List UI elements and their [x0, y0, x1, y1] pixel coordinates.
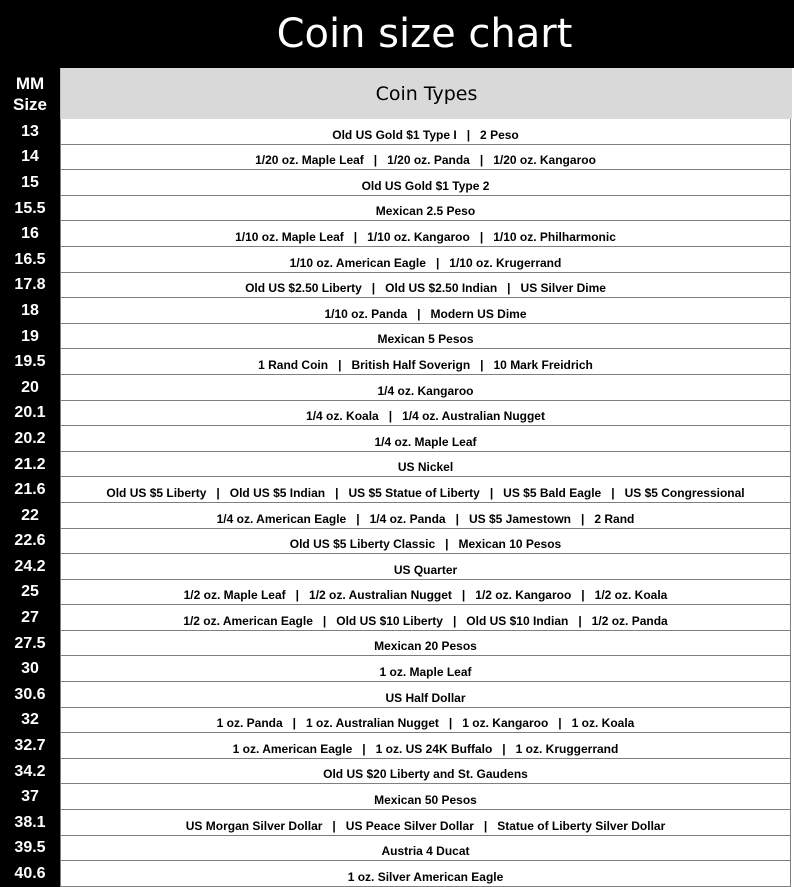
mm-size-cell: 16	[0, 221, 60, 247]
table-row	[0, 836, 794, 862]
mm-header-line1: MM	[15, 73, 45, 93]
table-row	[0, 247, 794, 273]
mm-size-cell: 19.5	[0, 349, 60, 375]
table-row	[0, 324, 794, 350]
mm-size-cell: 22	[0, 503, 60, 529]
table-row	[0, 708, 794, 734]
table-row	[0, 605, 794, 631]
mm-size-cell: 32.7	[0, 733, 60, 759]
coin-types-cell: 1/10 oz. American Eagle | 1/10 oz. Krugerrand	[60, 247, 791, 273]
mm-size-cell: 37	[0, 784, 60, 810]
title-bar	[0, 0, 794, 68]
table-row	[0, 784, 794, 810]
coin-types-cell: 1/4 oz. Koala | 1/4 oz. Australian Nugget	[60, 401, 791, 427]
mm-size-cell: 34.2	[0, 759, 60, 785]
mm-size-header	[0, 68, 60, 119]
coin-types-cell: 1/2 oz. American Eagle | Old US $10 Liberty | Old US $10 Indian | 1/2 oz. Panda	[60, 605, 791, 631]
coin-types-cell: Old US Gold $1 Type I | 2 Peso	[60, 119, 791, 145]
table-row	[0, 503, 794, 529]
coin-types-cell: 1/4 oz. Kangaroo	[60, 375, 791, 401]
table-row	[0, 554, 794, 580]
coin-types-cell: 1/4 oz. American Eagle | 1/4 oz. Panda | US $5 Jamestown | 2 Rand	[60, 503, 791, 529]
table-row	[0, 477, 794, 503]
coin-types-cell: Mexican 2.5 Peso	[60, 196, 791, 222]
mm-size-cell: 19	[0, 324, 60, 350]
chart-title: Coin size chart	[276, 11, 573, 57]
coin-types-cell: 1 oz. Maple Leaf	[60, 656, 791, 682]
coin-types-cell: Mexican 5 Pesos	[60, 324, 791, 350]
coin-types-cell: 1/4 oz. Maple Leaf	[60, 426, 791, 452]
mm-size-cell: 25	[0, 580, 60, 606]
coin-types-cell: US Morgan Silver Dollar | US Peace Silver Dollar | Statue of Liberty Silver Dollar	[60, 810, 791, 836]
mm-header-line2: Size	[12, 94, 48, 114]
table-row	[0, 145, 794, 171]
table-row	[0, 733, 794, 759]
mm-size-cell: 20.2	[0, 426, 60, 452]
coin-types-cell: Old US $5 Liberty | Old US $5 Indian | US $5 Statue of Liberty | US $5 Bald Eagle | US $5 Congressional	[60, 477, 791, 503]
coin-types-cell: Old US $2.50 Liberty | Old US $2.50 Indian | US Silver Dime	[60, 273, 791, 299]
table-row	[0, 529, 794, 555]
coin-types-cell: 1 oz. Panda | 1 oz. Australian Nugget | 1 oz. Kangaroo | 1 oz. Koala	[60, 708, 791, 734]
coin-types-cell: Austria 4 Ducat	[60, 836, 791, 862]
mm-size-cell: 20	[0, 375, 60, 401]
table-row	[0, 196, 794, 222]
mm-size-cell: 14	[0, 145, 60, 171]
coin-types-cell: 1/10 oz. Maple Leaf | 1/10 oz. Kangaroo | 1/10 oz. Philharmonic	[60, 221, 791, 247]
table-row	[0, 682, 794, 708]
coin-types-cell: Old US Gold $1 Type 2	[60, 170, 791, 196]
mm-size-cell: 30	[0, 656, 60, 682]
table-row	[0, 375, 794, 401]
mm-size-cell: 27.5	[0, 631, 60, 657]
mm-size-cell: 39.5	[0, 836, 60, 862]
table-row	[0, 221, 794, 247]
mm-size-cell: 15.5	[0, 196, 60, 222]
table-row	[0, 298, 794, 324]
table-row	[0, 631, 794, 657]
mm-size-cell: 30.6	[0, 682, 60, 708]
coin-types-cell: US Nickel	[60, 452, 791, 478]
mm-size-cell: 17.8	[0, 273, 60, 299]
coin-types-cell: Old US $20 Liberty and St. Gaudens	[60, 759, 791, 785]
coin-types-cell: 1 Rand Coin | British Half Soverign | 10 Mark Freidrich	[60, 349, 791, 375]
coin-types-cell: Mexican 50 Pesos	[60, 784, 791, 810]
coin-types-cell: 1/20 oz. Maple Leaf | 1/20 oz. Panda | 1/20 oz. Kangaroo	[60, 145, 791, 171]
coin-types-header	[60, 68, 792, 119]
table-row	[0, 273, 794, 299]
table-row	[0, 861, 794, 887]
table-row	[0, 810, 794, 836]
table-body	[0, 119, 794, 887]
mm-size-cell: 27	[0, 605, 60, 631]
table-row	[0, 170, 794, 196]
coin-types-cell: US Quarter	[60, 554, 791, 580]
coin-types-cell: Old US $5 Liberty Classic | Mexican 10 Pesos	[60, 529, 791, 555]
table-row	[0, 426, 794, 452]
table-row	[0, 759, 794, 785]
coin-types-cell: 1/10 oz. Panda | Modern US Dime	[60, 298, 791, 324]
mm-size-cell: 22.6	[0, 529, 60, 555]
mm-size-cell: 40.6	[0, 861, 60, 887]
mm-size-cell: 20.1	[0, 401, 60, 427]
table-header	[0, 68, 794, 119]
mm-size-cell: 32	[0, 708, 60, 734]
mm-size-cell: 13	[0, 119, 60, 145]
table-row	[0, 580, 794, 606]
mm-size-cell: 18	[0, 298, 60, 324]
mm-size-cell: 21.6	[0, 477, 60, 503]
coin-types-header-label: Coin Types	[375, 82, 478, 105]
table-row	[0, 656, 794, 682]
table-row	[0, 349, 794, 375]
coin-types-cell: 1 oz. Silver American Eagle	[60, 861, 791, 887]
mm-size-cell: 15	[0, 170, 60, 196]
mm-size-cell: 21.2	[0, 452, 60, 478]
mm-size-cell: 24.2	[0, 554, 60, 580]
coin-types-cell: 1 oz. American Eagle | 1 oz. US 24K Buffalo | 1 oz. Kruggerrand	[60, 733, 791, 759]
table-row	[0, 119, 794, 145]
coin-types-cell: Mexican 20 Pesos	[60, 631, 791, 657]
mm-size-cell: 38.1	[0, 810, 60, 836]
table-row	[0, 401, 794, 427]
table-row	[0, 452, 794, 478]
coin-types-cell: US Half Dollar	[60, 682, 791, 708]
mm-size-cell: 16.5	[0, 247, 60, 273]
coin-types-cell: 1/2 oz. Maple Leaf | 1/2 oz. Australian Nugget | 1/2 oz. Kangaroo | 1/2 oz. Koala	[60, 580, 791, 606]
